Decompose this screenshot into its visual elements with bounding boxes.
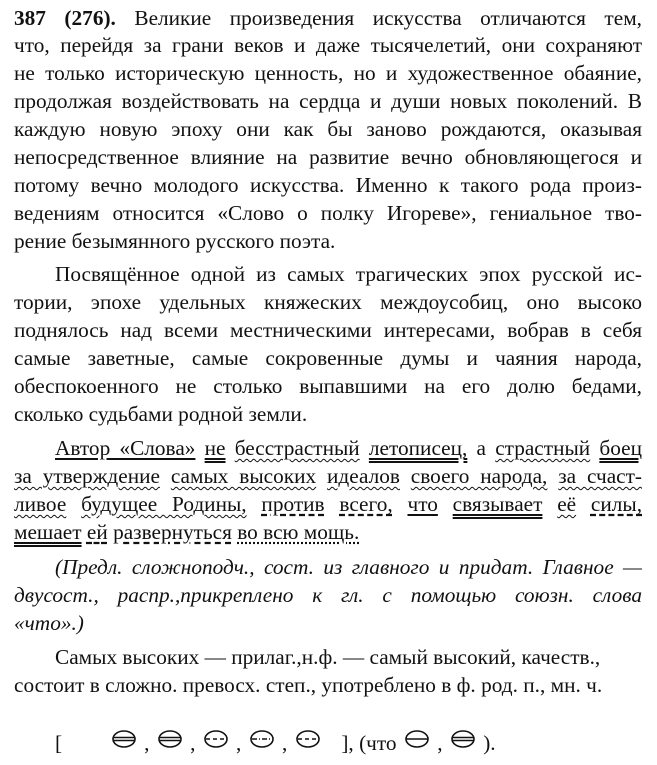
scheme-comma: , (282, 731, 288, 756)
definition-4: самых высоких (170, 464, 317, 488)
p1-line-1 (14, 6, 642, 30)
analysis-line-2: состоит в сложно. превосх. степ., употреблено в ф. род. п., мн. ч. (14, 673, 603, 697)
definition-5: идеалов (327, 464, 400, 488)
object: против (261, 492, 325, 516)
object-3: силы, (590, 492, 643, 516)
circle-dashed-line-icon (203, 730, 229, 748)
scheme-open-bracket: [ (55, 731, 63, 756)
definition-6: своего народа, (410, 464, 548, 488)
definition-9: будущее Родины, (81, 492, 247, 516)
exercise-number: 387 (276). (14, 6, 116, 30)
definition-10: её (557, 492, 577, 516)
p2-line-6: сколько судьбами родной земли. (14, 402, 308, 426)
predicate: летописец, (368, 436, 468, 460)
p1-line-5: каждую новую эпоху они как бы заново рождаются, оказывая (14, 117, 642, 141)
p1-line-2: что, перейдя за грани веков и даже тысячелетий, они сохраняют (14, 33, 642, 57)
p2-line-1: Посвящённое одной из самых трагических эпох русской ис- (55, 262, 642, 286)
definition-2: страстный (495, 436, 591, 460)
subject: Автор «Слова» (55, 436, 196, 460)
p3-line-1 (55, 436, 642, 460)
definition: бесстрастный (234, 436, 360, 460)
object-5: развернуться (113, 520, 232, 544)
predicate-2: боец (599, 436, 642, 460)
circle-single-line-icon (404, 730, 430, 748)
scheme-end: ). (483, 731, 496, 756)
circle-dashed-line-icon (295, 730, 321, 748)
predicate-4: мешает (14, 520, 82, 544)
scheme-comma: , (144, 731, 150, 756)
p2-line-5: обеспокоенного не столько выпавшими на его долю бедами, (14, 374, 642, 398)
predicate-3: связывает (452, 492, 543, 516)
scheme-comma: , (437, 731, 443, 756)
p1-line-7: потому вечно молодого искусства. Именно к такого рода произ- (14, 173, 642, 197)
circle-dotdash-line-icon (249, 730, 275, 748)
subject-2: что (407, 492, 438, 516)
p1-line-9: рение безымянного русского поэта. (14, 229, 336, 253)
object-2: всего, (339, 492, 393, 516)
scheme-comma: , (236, 731, 242, 756)
p2-line-4: самые заветные, самые сокровенные думы и чаяния народа, (14, 346, 642, 370)
circle-double-line-icon (450, 730, 476, 748)
p2-line-2: тории, эпохе удельных княжеских междоусобиц, оно высоко (14, 290, 642, 314)
scheme-close-bracket: ], (что (341, 731, 397, 756)
note-line-3: «что».) (14, 611, 84, 635)
circle-double-line-icon (111, 730, 137, 748)
p3-line-3 (14, 492, 642, 516)
adverbial: во всю мощь. (237, 520, 360, 544)
p3-line-4 (14, 520, 642, 544)
p1-line-6: непосредственное влияние на развитие вечно обновляющегося и (14, 145, 642, 169)
note-line-1: (Предл. сложноподч., сост. из главного и придат. Главное — (55, 555, 642, 579)
circle-double-line-icon (157, 730, 183, 748)
scheme-comma: , (190, 731, 196, 756)
sentence-scheme (55, 727, 615, 755)
definition-8: ливое (14, 492, 67, 516)
p1-line-3: не только историческую ценность, но и художественное обаяние, (14, 61, 642, 85)
p1-line-8: ведениям относится «Слово о полку Игореве», гениальное тво- (14, 201, 642, 225)
note-line-2: двусост., распр.,прикреплено к гл. с помощью союзн. слова (14, 583, 642, 607)
definition-3: за утверждение (14, 464, 160, 488)
p3-line-2 (14, 464, 642, 488)
conj: а (476, 436, 486, 460)
p1-text-1: Великие произведения искусства отличаются тем, (134, 6, 642, 30)
object-4: ей (86, 520, 108, 544)
analysis-line-1: Самых высоких — прилаг.,н.ф. — самый высокий, качеств., (55, 645, 601, 669)
definition-7: за счаст- (558, 464, 642, 488)
p1-line-4: продолжая воздействовать на сердца и души новых поколений. В (14, 89, 642, 113)
predicate-part: не (204, 436, 226, 460)
p2-line-3: поднялось над всеми местническими интересами, вобрав в себя (14, 318, 642, 342)
